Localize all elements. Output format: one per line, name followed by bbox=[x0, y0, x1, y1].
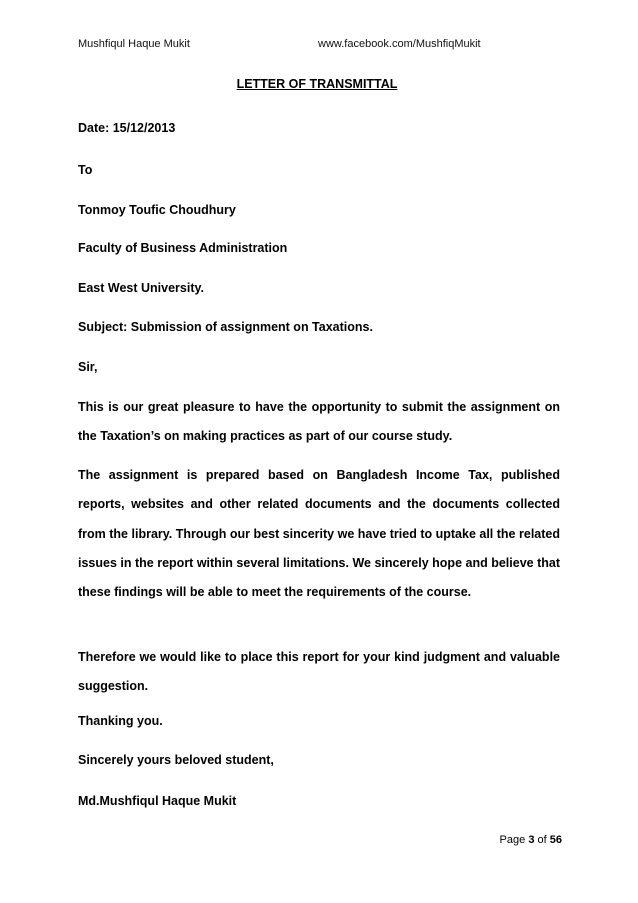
page-of-label: of bbox=[537, 834, 547, 846]
header-website: www.facebook.com/MushfiqMukit bbox=[318, 38, 481, 50]
letter-closing: Sincerely yours beloved student, bbox=[78, 753, 274, 767]
letter-thanks: Thanking you. bbox=[78, 714, 163, 728]
letter-date: Date: 15/12/2013 bbox=[78, 121, 176, 135]
paragraph-2: The assignment is prepared based on Bangladesh Income Tax, published reports, websites and other related documents and the documents collected from the library. Through our best sincerity we have tried to uptake all the related issues in the report within several limitations. We sincerely hope and believe that these findings will be able to meet the requirements of the course. bbox=[78, 468, 560, 600]
paragraph-1: This is our great pleasure to have the opportunity to submit the assignment on the Taxation’s on making practices as part of our course study. bbox=[78, 400, 560, 444]
letter-to: To bbox=[78, 163, 93, 177]
recipient-faculty: Faculty of Business Administration bbox=[78, 241, 288, 255]
paragraph-3: Therefore we would like to place this report for your kind judgment and valuable suggestion. bbox=[78, 650, 560, 694]
letter-title-text: LETTER OF TRANSMITTAL bbox=[236, 77, 398, 91]
letter-salutation: Sir, bbox=[78, 360, 98, 374]
recipient-name: Tonmoy Toufic Choudhury bbox=[78, 203, 236, 217]
letter-signature: Md.Mushfiqul Haque Mukit bbox=[78, 794, 237, 808]
letter-subject: Subject: Submission of assignment on Taxations. bbox=[78, 320, 373, 334]
recipient-university: East West University. bbox=[78, 281, 204, 295]
header-author: Mushfiqul Haque Mukit bbox=[78, 38, 190, 50]
page-total: 56 bbox=[549, 834, 562, 846]
page-current: 3 bbox=[528, 834, 535, 846]
page-label: Page bbox=[499, 834, 526, 846]
page-number bbox=[480, 834, 562, 846]
letter-title bbox=[0, 77, 638, 91]
